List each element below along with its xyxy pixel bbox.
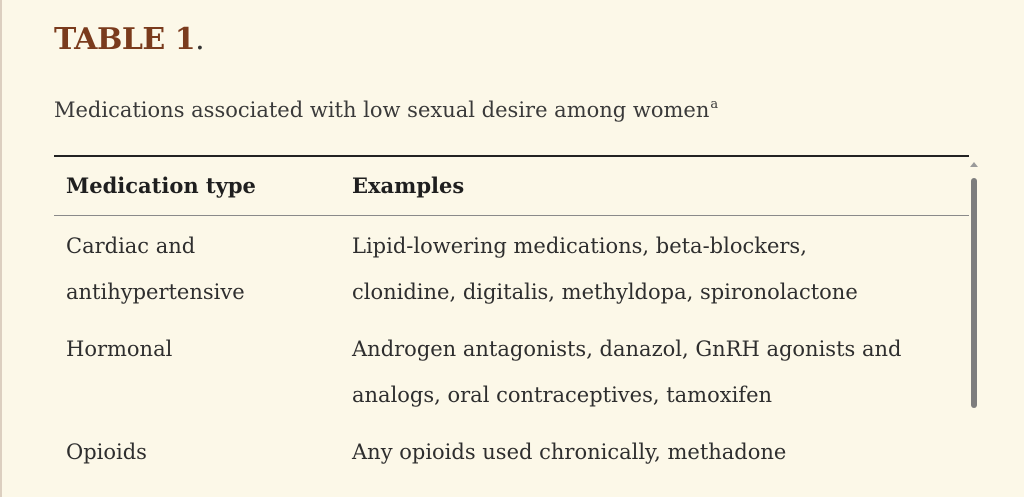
table-row xyxy=(54,326,969,418)
table-row xyxy=(54,429,969,475)
table-title-period: . xyxy=(195,22,205,57)
header-medication-type: Medication type xyxy=(66,173,256,198)
medication-type-cell xyxy=(66,429,336,475)
header-examples: Examples xyxy=(352,173,465,198)
cell-line: antihypertensive xyxy=(66,280,245,304)
medication-type-cell xyxy=(66,326,336,372)
table-header-row xyxy=(54,157,969,216)
scroll-up-arrow-icon[interactable] xyxy=(970,162,978,167)
caption-footnote-marker[interactable]: a xyxy=(710,97,719,112)
cell-line: Opioids xyxy=(66,440,147,464)
table-title-text: TABLE 1 xyxy=(54,22,196,57)
cell-line: Any opioids used chronically, methadone xyxy=(352,440,787,464)
scrollbar-thumb[interactable] xyxy=(971,178,977,408)
vertical-scrollbar[interactable] xyxy=(968,162,980,497)
examples-cell xyxy=(352,429,967,475)
cell-line: Androgen antagonists, danazol, GnRH agonists and xyxy=(352,337,902,361)
cell-line: Cardiac and xyxy=(66,234,196,258)
table-caption xyxy=(54,97,718,122)
examples-cell xyxy=(352,223,967,315)
table-caption-text: Medications associated with low sexual desire among women xyxy=(54,98,710,122)
table-scroll-area[interactable] xyxy=(54,155,969,497)
cell-line: analogs, oral contraceptives, tamoxifen xyxy=(352,383,773,407)
cell-line: clonidine, digitalis, methyldopa, spironolactone xyxy=(352,280,858,304)
table-row xyxy=(54,223,969,315)
medication-type-cell xyxy=(66,223,336,315)
left-border-line xyxy=(0,0,2,497)
cell-line: Hormonal xyxy=(66,337,173,361)
examples-cell xyxy=(352,326,967,418)
cell-line: Lipid-lowering medications, beta-blockers, xyxy=(352,234,807,258)
table-title xyxy=(54,22,204,57)
